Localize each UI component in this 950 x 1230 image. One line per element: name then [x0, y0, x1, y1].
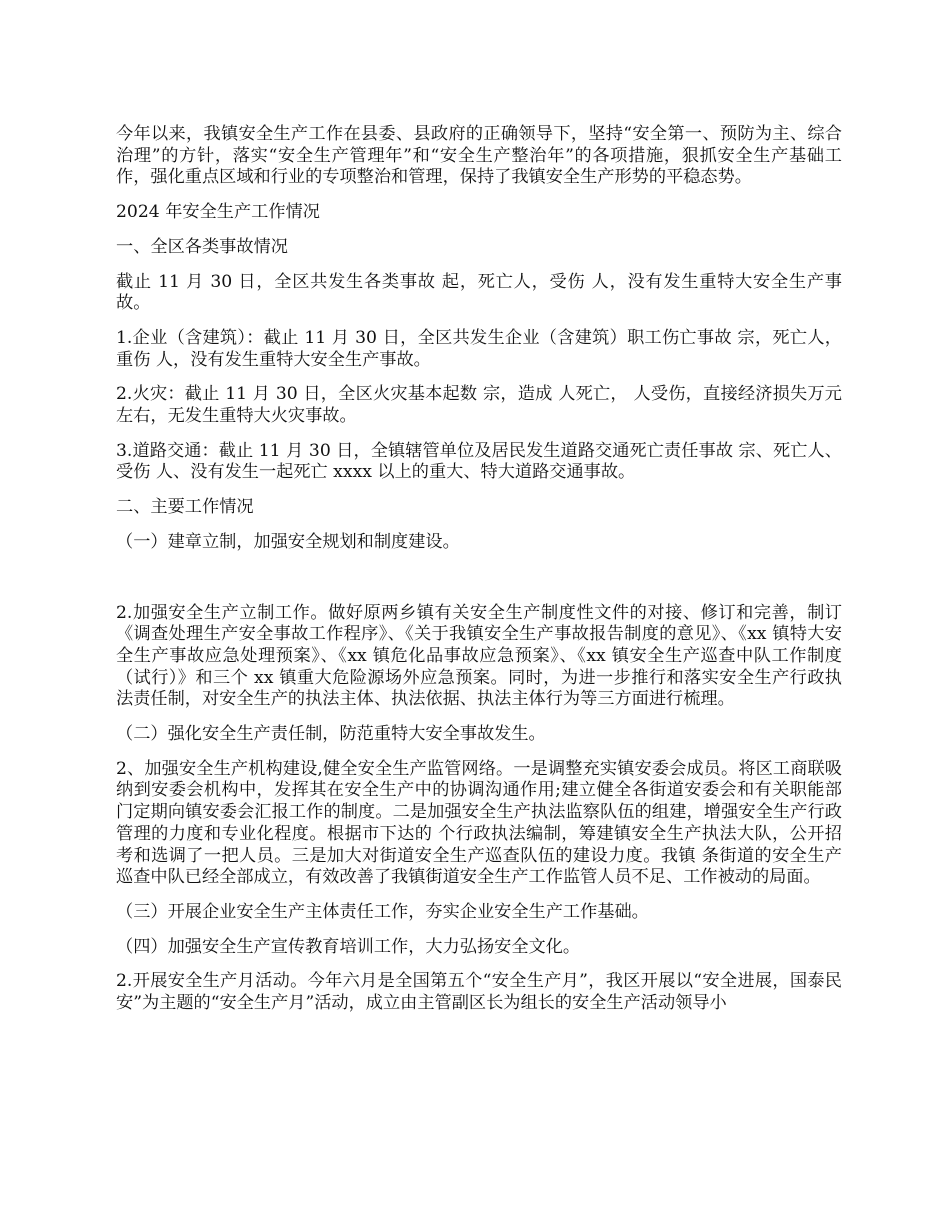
subheading-responsibility: （二）强化安全生产责任制，防范重特大安全事故发生。 — [116, 724, 546, 745]
accident-summary-paragraph: 截止 11 月 30 日，全区共发生各类事故 起，死亡人，受伤 人，没有发生重特大安全生产事故。 — [116, 271, 842, 314]
subheading-education: （四）加强安全生产宣传教育培训工作，大力弘扬安全文化。 — [116, 936, 581, 957]
section-title-2024: 2024 年安全生产工作情况 — [116, 202, 320, 223]
heading-main-work: 二、主要工作情况 — [116, 497, 254, 518]
blank-gap — [116, 567, 842, 603]
enterprise-accident-paragraph: 1.企业（含建筑）：截止 11 月 30 日，全区共发生企业（含建筑）职工伤亡事故 宗，死亡人，重伤 人，没有发生重特大安全生产事故。 — [116, 327, 842, 370]
intro-paragraph: 今年以来，我镇安全生产工作在县委、县政府的正确领导下，坚持“安全第一、预防为主、综合治理”的方针，落实“安全生产管理年”和“安全生产整治年”的各项措施，狠抓安全生产基础工作，强化重点区域和行业的专项整治和管理，保持了我镇安全生产形势的平稳态势。 — [116, 124, 842, 188]
organization-paragraph: 2、加强安全生产机构建设,健全安全生产监管网络。一是调整充实镇安委会成员。将区工商联吸纳到安委会机构中，发挥其在安全生产中的协调沟通作用;建立健全各街道安委会和有关职能部门定期向镇安委会汇报工作的制度。二是加强安全生产执法监察队伍的组建，增强安全生产行政管理的力度和专业化程度。根据市下达的 个行政执法编制，筹建镇安全生产执法大队，公开招考和选调了一把人员。三是加大对街道安全生产巡查队伍的建设力度。我镇 条街道的安全生产巡查中队已经全部成立，有效改善了我镇街道安全生产工作监管人员不足、工作被动的局面。 — [116, 758, 842, 888]
subheading-enterprise-duty: （三）开展企业安全生产主体责任工作，夯实企业安全生产工作基础。 — [116, 901, 649, 922]
traffic-accident-paragraph: 3.道路交通：截止 11 月 30 日，全镇辖管单位及居民发生道路交通死亡责任事故 宗、死亡人、受伤 人、没有发生一起死亡 xxxx 以上的重大、特大道路交通事故。 — [116, 440, 842, 483]
heading-accidents: 一、全区各类事故情况 — [116, 236, 288, 257]
fire-accident-paragraph: 2.火灾：截止 11 月 30 日，全区火灾基本起数 宗，造成 人死亡， 人受伤，直接经济损失万元左右，无发生重特大火灾事故。 — [116, 384, 842, 427]
safety-month-paragraph: 2.开展安全生产月活动。今年六月是全国第五个“安全生产月”，我区开展以“安全进展，国泰民安”为主题的“安全生产月”活动，成立由主管副区长为组长的安全生产活动领导小 — [116, 971, 842, 1014]
subheading-rules: （一）建章立制，加强安全规划和制度建设。 — [116, 531, 460, 552]
regulation-paragraph: 2.加强安全生产立制工作。做好原两乡镇有关安全生产制度性文件的对接、修订和完善，制订《调查处理生产安全事故工作程序》、《关于我镇安全生产事故报告制度的意见》、《xx 镇特大安全生产事故应急处理预案》、《xx 镇危化品事故应急预案》、《xx 镇安全生产巡查中队工作制度（试行）》和三个 xx 镇重大危险源场外应急预案。同时，为进一步推行和落实安全生产行政执法责任制，对安全生产的执法主体、执法依据、执法主体行为等三方面进行梳理。 — [116, 602, 842, 710]
document-body — [116, 124, 842, 1028]
